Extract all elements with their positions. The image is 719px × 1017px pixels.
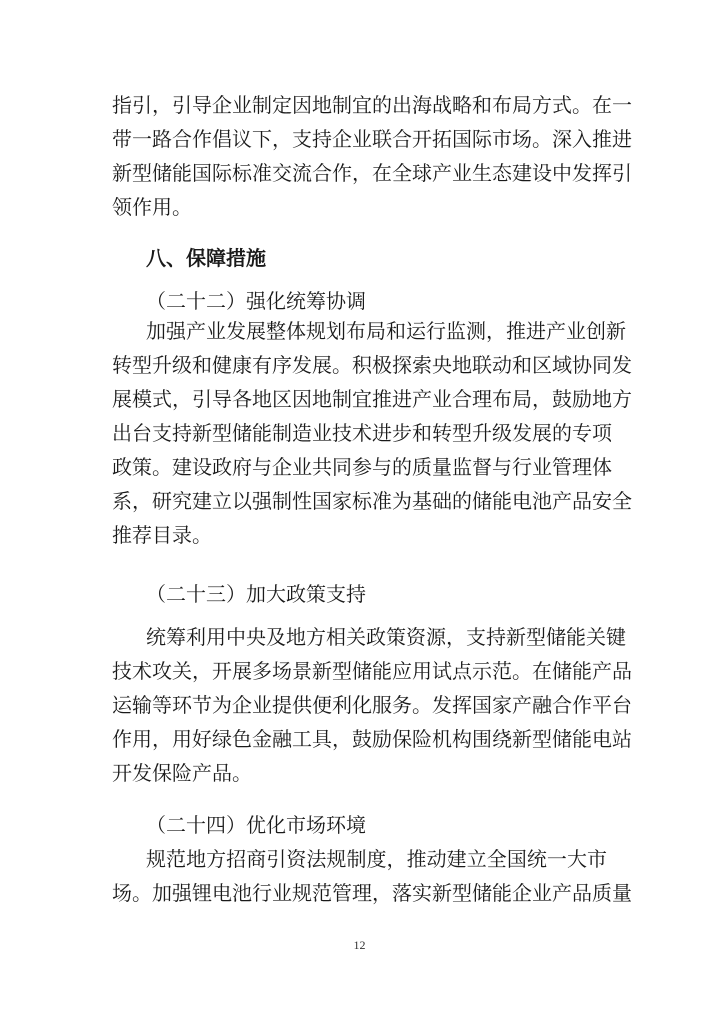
text-line: 系，研究建立以强制性国家标准为基础的储能电池产品安全: [112, 489, 632, 513]
text-line: 推荐目录。: [112, 523, 212, 547]
text-line: 带一路合作倡议下，支持企业联合开拓国际市场。深入推进: [112, 127, 632, 151]
text-line: 规范地方招商引资法规制度，推动建立全国统一大市: [146, 847, 607, 871]
subsection-heading-23: （二十三）加大政策支持: [146, 582, 366, 606]
text-line: 运输等环节为企业提供便利化服务。发挥国家产融合作平台: [112, 693, 632, 717]
text-line: 加强产业发展整体规划布局和运行监测，推进产业创新: [146, 319, 626, 343]
text-line: 场。加强锂电池行业规范管理，落实新型储能企业产品质量: [112, 881, 632, 905]
page-number: 12: [353, 938, 366, 952]
text-line: 技术攻关，开展多场景新型储能应用试点示范。在储能产品: [112, 659, 632, 683]
text-line: 政策。建设政府与企业共同参与的质量监督与行业管理体: [112, 455, 612, 479]
section-title: 八、保障措施: [146, 246, 266, 270]
subsection-body-22: [112, 314, 632, 552]
text-line: 开发保险产品。: [112, 761, 252, 785]
subsection-body-24: [112, 842, 632, 910]
text-line: 指引，引导企业制定因地制宜的出海战略和布局方式。在一: [112, 93, 632, 117]
text-line: 新型储能国际标准交流合作，在全球产业生态建设中发挥引: [112, 161, 632, 185]
text-line: 作用，用好绿色金融工具，鼓励保险机构围绕新型储能电站: [112, 727, 632, 751]
text-line: 统筹利用中央及地方相关政策资源，支持新型储能关键: [146, 625, 626, 649]
subsection-heading-24: （二十四）优化市场环境: [146, 813, 366, 837]
text-line: 展模式，引导各地区因地制宜推进产业合理布局，鼓励地方: [112, 387, 632, 411]
text-line: 出台支持新型储能制造业技术进步和转型升级发展的专项: [112, 421, 612, 445]
intro-paragraph: [112, 88, 632, 224]
text-line: 转型升级和健康有序发展。积极探索央地联动和区域协同发: [112, 353, 632, 377]
text-line: 领作用。: [112, 195, 192, 219]
subsection-heading-22: （二十二）强化统筹协调: [146, 289, 366, 313]
subsection-body-23: [112, 620, 632, 790]
